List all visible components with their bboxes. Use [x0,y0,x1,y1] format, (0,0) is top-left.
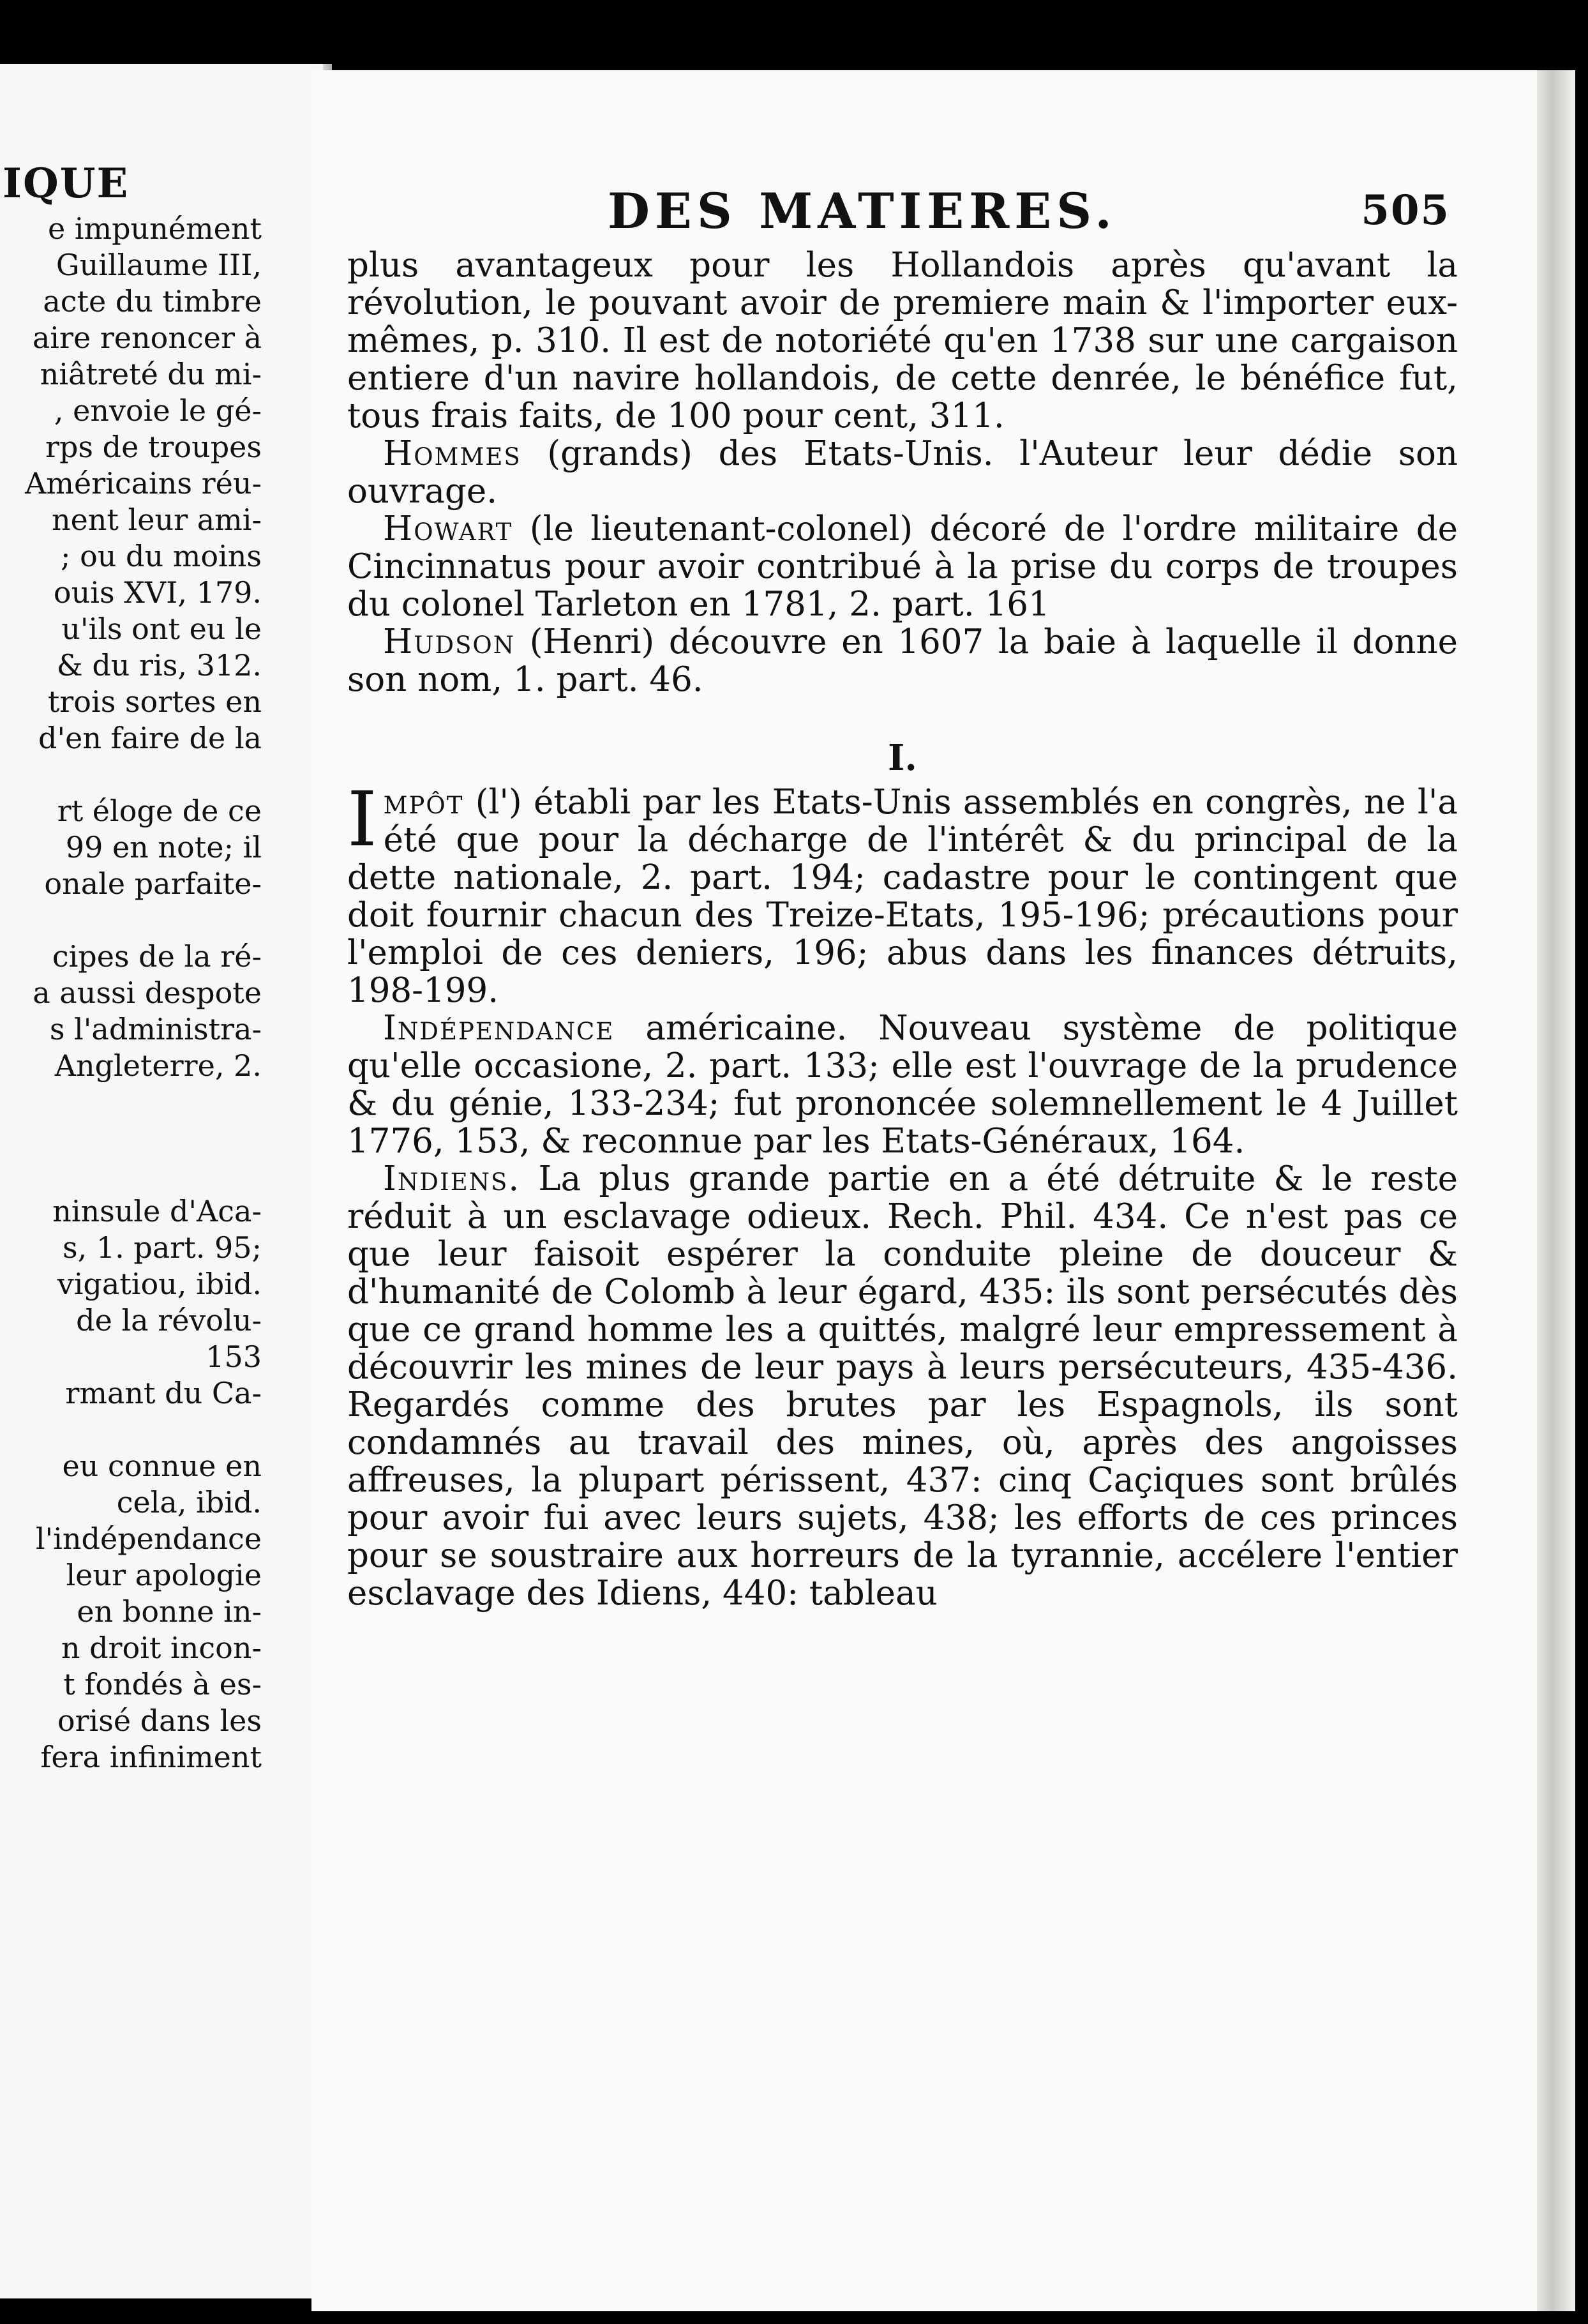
left-page-line: s, 1. part. 95; [63,1230,262,1265]
left-page-line: de la révolu- [76,1303,262,1338]
left-page-line: nent leur ami- [51,502,262,537]
left-page-line: cela, ibid. [116,1485,262,1520]
left-page-line: 153 [206,1339,262,1374]
left-page-line: t fondés à es- [63,1667,262,1701]
left-page-line: niâtreté du mi- [40,357,262,391]
section-letter: I. [888,737,917,779]
left-page-line: rmant du Ca- [65,1376,262,1410]
entry-body: (grands) des Etats-Unis. l'Auteur leur dédie son ouvrage. [347,434,1458,511]
entry-impot [347,775,1458,1010]
left-page-line: onale parfaite- [44,866,262,901]
entry-body: (l') établi par les Etats-Unis assemblés en congrès, ne l'a été que pour la décharge de l'intérêt & du principal de la dette nationale, 2. part. 194; cadastre pour le contingent que doit fournir chacun des Treize-Etats, 195-196; précautions pour l'emploi de ces deniers, 196; abus dans les finances détruits, 198-199. [347,783,1458,1010]
left-page-line: vigatiou, ibid. [57,1267,262,1301]
left-page-line: ninsule d'Aca- [52,1194,262,1228]
left-page-line: 99 en note; il [65,830,262,864]
left-page-line: trois sortes en [47,684,262,719]
running-title: DES MATIERES. [608,183,1117,239]
left-page-line [0,1120,262,1157]
left-page-line [0,1412,262,1448]
entry-howart [347,510,1458,623]
entry-head: Howart [383,509,513,548]
entry-head: Hudson [383,622,516,661]
page-edge [1537,70,1575,2311]
left-page-line: ouis XVI, 179. [53,575,262,610]
page-header [608,183,1450,239]
left-page-line: leur apologie [66,1558,262,1592]
page-number: 505 [1361,186,1450,234]
left-page-line: u'ils ont eu le [61,612,262,646]
left-page-line: & du ris, 312. [56,648,262,683]
left-page-line [0,757,262,793]
left-page-line: n droit incon- [61,1631,262,1665]
entry-hudson [347,623,1458,698]
entry-body: américaine. Nouveau système de politique qu'elle occasione, 2. part. 133; elle est l'ouvrage de la prudence & du génie, 133-234; fut prononcée solemnellement le 4 Juillet 1776, 153, & reconnue par les Etats-Généraux, 164. [347,1009,1458,1161]
entry-hommes [347,435,1458,510]
entry-body: La plus grande partie en a été détruite & le reste réduit à un esclavage odieux. Rech. Phil. 434. Ce n'est pas ce que leur faisoit espérer la conduite pleine de douceur & d'humanité de Colomb à leur égard, 435: ils sont persécutés dès que ce grand homme les a quittés, malgré leur empressement à découvrir les mines de leur pays à leurs persécuteurs, 435-436. Regardés comme des brutes par les Espagnols, ils sont condamnés au travail des mines, où, après des angoisses affreuses, la plupart périssent, 437: cinq Caçiques sont brûlés pour avoir fui avec leurs sujets, 438; les efforts de ces princes pour se soustraire aux horreurs de la tyrannie, accélere l'entier esclavage des Idiens, 440: tableau [347,1159,1458,1613]
left-page-line [0,1084,262,1120]
main-page [311,70,1575,2311]
entry-head: Indépendance [383,1009,615,1048]
entry-independance [347,1009,1458,1160]
left-page-line: a aussi despote [33,976,262,1010]
left-page-line: rps de troupes [45,430,262,464]
left-page-line: Angleterre, 2. [54,1048,262,1083]
entry-body: (le lieutenant-colonel) décoré de l'ordre militaire de Cincinnatus pour avoir contribué à la prise du corps de troupes du colonel Tarleton en 1781, 2. part. 161 [347,509,1458,624]
left-page-line: orisé dans les [57,1703,262,1738]
left-page-line: , envoie le gé- [54,393,262,428]
left-page-line: en bonne in- [77,1594,262,1629]
entry-indiens [347,1160,1458,1612]
entry-head: Hommes [383,434,521,473]
left-page-line: eu connue en [62,1449,262,1483]
left-page-line: acte du timbre [43,284,262,319]
left-page-line: l'indépendance [35,1521,262,1556]
entry-body: (Henri) découvre en 1607 la baie à laquelle il donne son nom, 1. part. 46. [347,622,1458,699]
left-page-line: cipes de la ré- [52,939,262,974]
entry-head: Indiens. [383,1159,521,1198]
left-page-text [0,211,262,1776]
left-page-line [0,902,262,939]
left-page [0,64,332,2298]
left-page-header: IQUE [3,160,130,207]
drop-cap: I [347,775,377,863]
left-page-line: d'en faire de la [38,721,262,755]
left-page-line: fera infiniment [40,1740,262,1774]
left-page-line: e impunément [47,211,262,246]
left-page-line: rt éloge de ce [57,794,262,828]
left-page-line: ; ou du moins [60,539,262,573]
entry-head: mpôt [383,783,464,822]
left-page-line: s l'administra- [49,1012,262,1046]
index-text [347,246,1458,1612]
left-page-line: Guillaume III, [56,248,262,282]
left-page-line: aire renoncer à [32,321,262,355]
left-page-line [0,1157,262,1193]
left-page-line: Américains réu- [25,466,262,501]
entry-continuation: plus avantageux pour les Hollandois après qu'avant la révolution, le pouvant avoir de premiere main & l'importer eux-mêmes, p. 310. Il est de notoriété qu'en 1738 sur une cargaison entiere d'un navire hollandois, de cette denrée, le bénéfice fut, tous frais faits, de 100 pour cent, 311. [347,246,1458,435]
